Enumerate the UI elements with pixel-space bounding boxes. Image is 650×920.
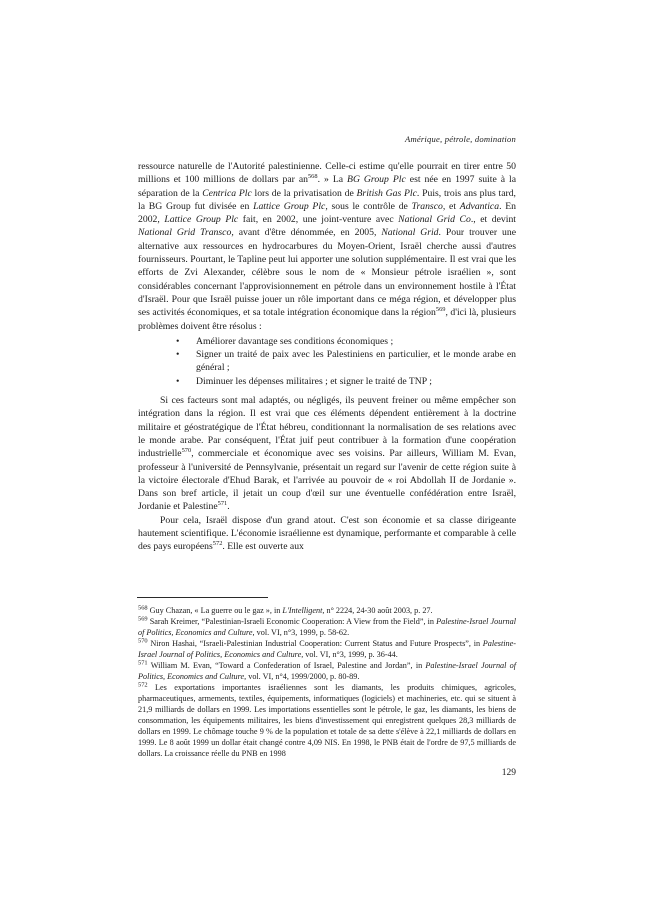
- text-run: , avant d'être dénommée, en 2005,: [231, 227, 382, 239]
- italic-text: National Grid: [381, 227, 439, 239]
- footnote-ref: 568: [307, 173, 318, 181]
- paragraph: [138, 394, 516, 514]
- footnote-separator: [137, 597, 268, 598]
- text-run: . En 2002,: [138, 200, 516, 226]
- text-run: lors de la privatisation de: [251, 187, 357, 199]
- bullet-item: [138, 375, 516, 388]
- italic-text: British Gas Plc: [356, 187, 417, 199]
- footnote-number: 569: [138, 615, 148, 623]
- paragraph: [138, 160, 516, 333]
- italic-text: Centrica Plc: [202, 187, 252, 199]
- text-run: , commerciale et économique avec ses voisins. Par ailleurs, William M. Evan, professeur à l'université de Pennsylvanie, présentait un regard sur l'avenir de cette région suite à la victoire électorale d'Ehud Barak, et l'arrivée au pouvoir de « roi Abdollah II de Jordanie ». Dans son bref article, il jetait un coup d'œil sur une éventuelle confédération entre Israël, Jordanie et Palestine: [138, 448, 516, 513]
- footnote: [138, 682, 516, 759]
- bullet-list: [138, 335, 516, 388]
- footnote-number: 570: [138, 637, 148, 645]
- text-run: ., et devint: [470, 214, 516, 226]
- text-run: , d'ici là, plusieurs problèmes doivent être résolus :: [138, 307, 517, 332]
- bullet-item: [138, 335, 516, 348]
- text-run: Pour cela, Israël dispose d'un grand atout. C'est son économie et sa classe dirigeante hautement scientifique. L'économie israélienne est dynamique, performante et comparable à celle des pays européens: [138, 514, 516, 553]
- text-run: .: [227, 501, 230, 513]
- text-run: Diminuer les dépenses militaires ; et signer le traité de TNP ;: [196, 375, 432, 387]
- bullet-icon: •: [176, 349, 180, 361]
- footnote-ref: 570: [181, 447, 192, 454]
- text-run: , sous le contrôle de: [325, 200, 412, 212]
- text-run: Si ces facteurs sont mal adaptés, ou négligés, ils peuvent freiner ou même empêcher son intégration dans la région. Il est vrai que ces éléments dépendent entièrement à la doctrine militaire et géostratégique de l'État hébreu, conditionnant la normalisation de ses relations avec le monde arabe. Par conséquent, l'État juif peut contribuer à la formation d'une coopération industrielle: [138, 395, 516, 460]
- italic-text: Lattice Group Plc: [164, 214, 239, 226]
- text-run: , vol. VI, n°3, 1999, p. 58-62.: [252, 628, 350, 637]
- text-run: Sarah Kreimer, “Palestinian-Israeli Economic Cooperation: A View from the Field”, in: [149, 617, 437, 626]
- text-run: est née en 1997 suite à la séparation de la: [138, 174, 517, 199]
- running-head: Amérique, pétrole, domination: [405, 134, 516, 144]
- text-run: Améliorer davantage ses conditions économiques ;: [196, 335, 394, 347]
- bullet-icon: •: [176, 375, 180, 387]
- footnote-ref: 572: [212, 540, 223, 548]
- bullet-text: [196, 349, 516, 373]
- text-run: . Puis, trois ans plus tard, la BG Group fut divisée en: [138, 187, 516, 212]
- text-run: . Pour trouver une alternative aux ressources en hydrocarbures du Moyen-Orient, Israël cherche aussi d'autres fournisseurs. Pourtant, le Tapline peut lui apporter une solution supplémentaire. Il est vrai que les efforts de Zvi Alexander, célèbre sous le nom de « Monsieur pétrole israélien », sont considérables concernant l'approvisionnement en pétrole dans un environnement hostile à l'État d'Israël. Pour que Israël puisse jouer un rôle important dans ce méga région, et développer plus ses activités économiques, et sa totale intégration économique dans la région: [138, 227, 517, 319]
- italic-text: Advantica: [459, 200, 500, 212]
- text-run: ressource naturelle de l'Autorité palestinienne. Celle-ci estime qu'elle pourrait en tirer entre 50 millions et 100 millions de dollars par an: [138, 161, 516, 186]
- text-run: Signer un traité de paix avec les Palestiniens en particulier, et le monde arabe en général ;: [196, 349, 516, 374]
- footnote: [138, 616, 516, 638]
- text-run: . » La: [317, 174, 348, 186]
- page-number: 129: [501, 768, 516, 778]
- italic-text: Lattice Group Plc: [253, 200, 326, 212]
- bullet-text: [196, 336, 393, 347]
- footnote-ref: 569: [435, 306, 446, 314]
- italic-text: Palestine-Israel Journal of Politics, Economics and Culture: [138, 639, 516, 659]
- text-run: fait, en 2002, une joint-venture avec: [238, 214, 399, 226]
- paragraph: [138, 514, 516, 554]
- italic-text: Palestine-Israel Journal of Politics, Economics and Culture: [138, 661, 517, 681]
- bullet-text: [196, 376, 432, 387]
- bullet-item: [138, 348, 516, 375]
- footnote-ref: 571: [217, 500, 228, 508]
- footnote: [138, 660, 516, 682]
- text-run: Les exportations importantes israéliennes sont les diamants, les produits chimiques, agricoles, pharmaceutiques, armements, textiles, équipements, informatiques (logiciels) et machineries, etc. qui se situent à 21,9 milliards de dollars en 1999. Les importations essentielles sont le pétrole, le gaz, les diamants, les biens de consommation, les équipements militaires, les biens d'investissement qui enregistrent quelques 28,3 milliards de dollars en 1999. Le chômage touche 9 % de la population et totale de sa dette s'élève à 22,1 milliards de dollars en 1999. Le 8 août 1999 un dollar était changé contre 4,09 NIS. En 1998, le PNB était de l'ordre de 97,5 milliards de dollars. La croissance réelle du PNB en 1998: [138, 683, 516, 758]
- text-run: Guy Chazan, « La guerre ou le gaz », in: [149, 606, 283, 615]
- page-body: [138, 160, 516, 554]
- footnote: [138, 638, 516, 660]
- bullet-icon: •: [176, 335, 180, 347]
- text-run: , vol. VI, n°4, 1999/2000, p. 80-89.: [244, 672, 360, 681]
- italic-text: National Grid Co: [398, 214, 471, 226]
- text-run: , et: [442, 200, 460, 212]
- footnote: [138, 605, 516, 616]
- footnotes: [138, 605, 516, 759]
- footnote-number: 571: [138, 659, 148, 667]
- text-run: Niron Hashai, “Israeli-Palestinian Industrial Cooperation: Current Status and Future Prospects”, in: [150, 639, 483, 648]
- text-run: , n° 2224, 24-30 août 2003, p. 27.: [322, 606, 433, 615]
- text-run: William M. Evan, “Toward a Confederation of Israel, Palestine and Jordan”, in: [150, 661, 426, 670]
- footnote-number: 568: [138, 604, 148, 612]
- text-run: , vol. VI, n°3, 1999, p. 36-44.: [301, 650, 398, 659]
- footnote-number: 572: [138, 681, 148, 689]
- italic-text: L'Intelligent: [282, 606, 323, 615]
- italic-text: Palestine-Israel Journal of Politics, Economics and Culture: [138, 617, 516, 637]
- text-run: . Elle est ouverte aux: [222, 541, 304, 553]
- italic-text: Transco: [411, 200, 443, 212]
- italic-text: National Grid Transco: [138, 227, 232, 239]
- italic-text: BG Group Plc: [347, 174, 406, 186]
